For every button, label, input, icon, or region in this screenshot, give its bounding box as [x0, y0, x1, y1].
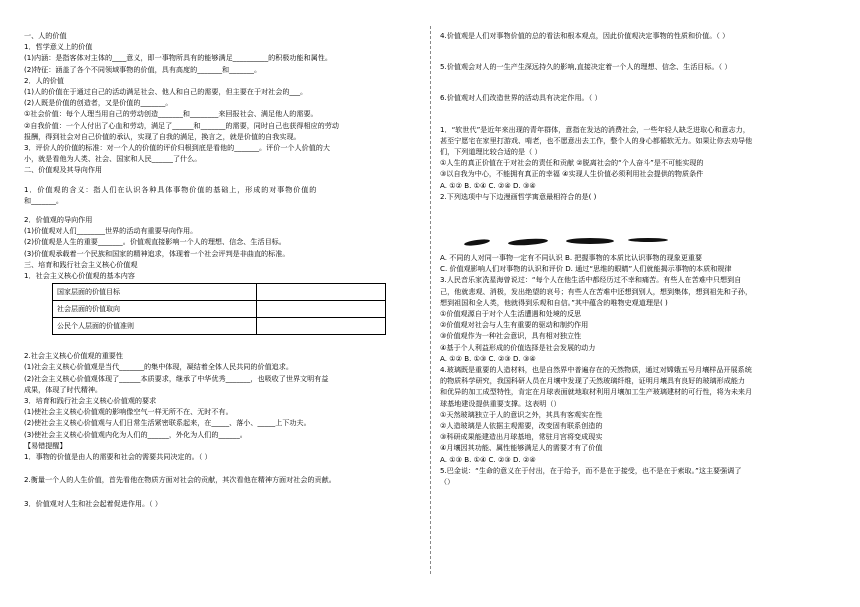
- right-column: [440, 30, 835, 487]
- table-cell: 公民个人层面的价值准则: [53, 318, 257, 335]
- text-line: ①价值观源自于对个人生活遭遇和处境的反思: [440, 309, 582, 319]
- ink-stroke: [566, 238, 614, 244]
- text-line: A. ①② B. ①④ C. ②④ D. ③④: [440, 180, 536, 190]
- text-line: A. ①② B. ①③ C. ②③ D. ③④: [440, 353, 536, 363]
- text-line: (1)价值观对人们________世界的活动有重要导向作用。: [24, 226, 198, 236]
- text-line: C. 价值观影响人们对事物的认识和评价 D. 通过“思维的眼睛”人们就能揭示事物的本质和规律: [440, 264, 732, 274]
- text-line: 2．价值观的导向作用: [24, 215, 93, 225]
- text-line: 1．社会主义核心价值观的基本内容: [24, 271, 135, 281]
- ink-stroke: [628, 238, 668, 242]
- text-line: (3)价值观承载着一个民族和国家的精神追求，体现着一个社会评判是非曲直的标准。: [24, 248, 290, 258]
- table-row: [53, 301, 386, 318]
- text-line: (1)内涵：是指客体对主体的____意义，即一事物所具有的能够满足__________的积极功能和属性。: [24, 53, 332, 63]
- ink-stroke: [464, 238, 490, 247]
- text-line: 1．“软世代”是近年来出现的青年群体，意指在发达的消费社会，一些年轻人缺乏进取心和意志力，: [440, 124, 750, 134]
- judgement-item-4: 4.价值观是人们对事物价值的总的看法和根本观点，因此价值观决定事物的性质和价值。（ ）: [440, 31, 730, 40]
- text-line: 2.社会主义核心价值观的重要性: [24, 351, 123, 361]
- cartoon-image: [440, 214, 835, 252]
- text-line: ④月壤因其功能、属性能够满足人的需要才有了价值: [440, 443, 603, 453]
- knowledge-outline: [24, 30, 420, 176]
- question-2-options: [440, 252, 835, 274]
- table-cell-blank: [257, 284, 386, 301]
- text-line: 3．评价人的价值的标准：对一个人的价值的评价归根到底是看他的_______。评价一个人价值的大: [24, 143, 330, 153]
- text-line: ②价值观对社会与人生有重要的驱动和制约作用: [440, 320, 589, 330]
- text-line: (2)社会主义核心价值观体现了______本质要求，继承了中华优秀_______，也吸收了世界文明有益: [24, 373, 329, 383]
- text-line: ①社会价值：每个人理当用自己的劳动创造_______和________来回报社会、满足他人的需要。: [24, 109, 318, 119]
- text-line: 己，他就悲观、消极，发出绝望的哀号；有些人在苦难中还想到别人，想到集体，想到祖先和子孙，: [440, 286, 753, 296]
- text-line: ④基于个人利益形成的价值选择是社会发展的动力: [440, 342, 596, 352]
- text-line: 一、人的价值: [24, 31, 67, 40]
- value-concept-line-2: 和_______。: [24, 195, 64, 205]
- table-row: [53, 284, 386, 301]
- ink-stroke: [508, 238, 548, 247]
- error-item-2: 2.衡量一个人的人生价值，首先看他在物质方面对社会的贡献，其次看他在精神方面对社会的贡献。: [24, 475, 336, 485]
- text-line: (1)社会主义核心价值观是当代_______的集中体现，凝结着全体人民共同的价值追求。: [24, 362, 293, 372]
- text-line: (2)特征：涵盖了各个不同领域事物的价值，具有高度的_______和_______。: [24, 64, 262, 74]
- judgement-item-6: 6.价值观对人们改造世界的活动具有决定作用。（ ）: [440, 93, 602, 103]
- text-line: 5.巴金说：“生命的意义在于付出，在于给予，而不是在于接受，也不是在于索取。”这主要强调了: [440, 465, 742, 475]
- text-line: A. 不同的人对同一事物一定有不同认识 B. 把握事物的本质比认识事物的现象更重要: [440, 253, 703, 263]
- core-values-outline: [24, 350, 420, 462]
- question-4: [440, 364, 835, 476]
- text-line: 小，就是看他为人类、社会、国家和人民______了什么。: [24, 154, 202, 164]
- text-line: ②自我价值：一个人付出了心血和劳动，满足了______和_______的需要，同时自己也获得相应的劳动: [24, 120, 339, 130]
- error-item-3: 3．价值观对人生和社会起着促进作用。（ ）: [24, 498, 162, 508]
- left-column: [24, 30, 420, 509]
- text-line: 1．事物的价值是由人的需要和社会的需要共同决定的。（ ）: [24, 452, 212, 462]
- table-row: [53, 318, 386, 335]
- text-line: 报酬，得到社会对自己价值的承认，实现了自我的满足，换言之，就是价值的自我实现。: [24, 131, 301, 141]
- text-line: ①人生的真正价值在于对社会的责任和贡献 ②脱离社会的“个人奋斗”是不可能实现的: [440, 158, 704, 168]
- text-line: 的物质科学研究，我国科研人员在月壤中发现了天然玻璃纤维，证明月壤具有良好的玻璃形成能力: [440, 376, 746, 386]
- text-line: 【易错提醒】: [24, 440, 67, 450]
- text-line: 2．人的价值: [24, 75, 64, 85]
- text-line: (2)使社会主义核心价值观与人们日常生活紧密联系起来，在_____、落小、_____上下功夫。: [24, 418, 311, 428]
- judgement-item-5: 5.价值观会对人的一生产生深远持久的影响,直接决定着一个人的理想、信念、生活目标。（ ）: [440, 62, 732, 72]
- table-cell: 国家层面的价值目标: [53, 284, 257, 301]
- value-orientation-outline: [24, 214, 420, 281]
- table-cell-blank: [257, 318, 386, 335]
- text-line: 想到祖国和全人类，他就得到乐观和自信。”其中蕴含的唯物史观道理是( ): [440, 297, 668, 307]
- text-line: 4.玻璃既是重要的人造材料，也是自然界中普遍存在的天然物质，通过对嫦娥五号月壤样品开展系统: [440, 365, 752, 375]
- text-line: (2)人既是价值的创造者，又是价值的_______。: [24, 98, 173, 108]
- text-line: 甚至宁愿宅在家里打游戏、啃老，也不愿意出去工作，整个人的身心都循软无力。如果让你去劝导他: [440, 135, 753, 145]
- text-line: ③以自我为中心，不能拥有真正的幸福 ④实现人生价值必须利用社会提供的物质条件: [440, 169, 704, 179]
- text-line: 和优异的加工成型特性，肯定在月球表面就地取材利用月壤加工生产玻璃建材的可行性，将为未来月: [440, 387, 753, 397]
- question-1: [440, 124, 835, 202]
- table-cell: 社会层面的价值取向: [53, 301, 257, 318]
- text-line: 3.人民音乐家冼星海曾说过：“每个人在他生活中都经历过不幸和痛苦。有些人在苦难中只想到自: [440, 275, 742, 285]
- table-cell-blank: [257, 301, 386, 318]
- text-line: (1)人的价值在于通过自己的活动满足社会、他人和自己的需要，但主要在于对社会的___。: [24, 87, 308, 97]
- column-divider: [430, 26, 431, 574]
- core-values-table: [52, 283, 386, 335]
- text-line: 成果，体现了时代精神。: [24, 384, 103, 394]
- text-line: ②人造玻璃是人依据主观需要，改变固有联系创造的: [440, 421, 603, 431]
- text-line: ③价值观作为一种社会意识，具有相对独立性: [440, 331, 582, 341]
- text-line: 球基地建设提供重要支撑。这表明（）: [440, 398, 561, 408]
- text-line: 三、培育和践行社会主义核心价值观: [24, 259, 138, 269]
- text-line: 2.下列选项中与下边漫画哲学寓意最相符合的是( ): [440, 191, 597, 201]
- text-line: ①天然玻璃独立于人的意识之外，其具有客观实在性: [440, 409, 603, 419]
- text-line: 3．培育和践行社会主义核心价值观的要求: [24, 396, 157, 406]
- question-5-end: （）: [440, 477, 455, 487]
- value-concept-line: 1．价值观的含义：指人们在认识各种具体事物价值的基础上，形成的对事物价值的: [24, 184, 318, 194]
- text-line: (1)使社会主义核心价值观的影响像空气一样无所不在、无时不有。: [24, 407, 233, 417]
- text-line: 二、价值观及其导向作用: [24, 165, 103, 175]
- text-line: (3)使社会主义核心价值观内化为人们的______，外化为人们的______。: [24, 429, 247, 439]
- text-line: 1．哲学意义上的价值: [24, 42, 93, 52]
- text-line: (2)价值观是人生的重要_______。价值观直接影响一个人的理想、信念、生活目标。: [24, 237, 286, 247]
- text-line: ③科研成果能建造出月球基地，常驻月宫将变成现实: [440, 432, 603, 442]
- text-line: A. ①③ B. ①④ C. ②③ D. ②④: [440, 454, 536, 464]
- question-3: [440, 274, 835, 364]
- text-line: 们，下列道理比较合适的是（ ）: [440, 147, 542, 157]
